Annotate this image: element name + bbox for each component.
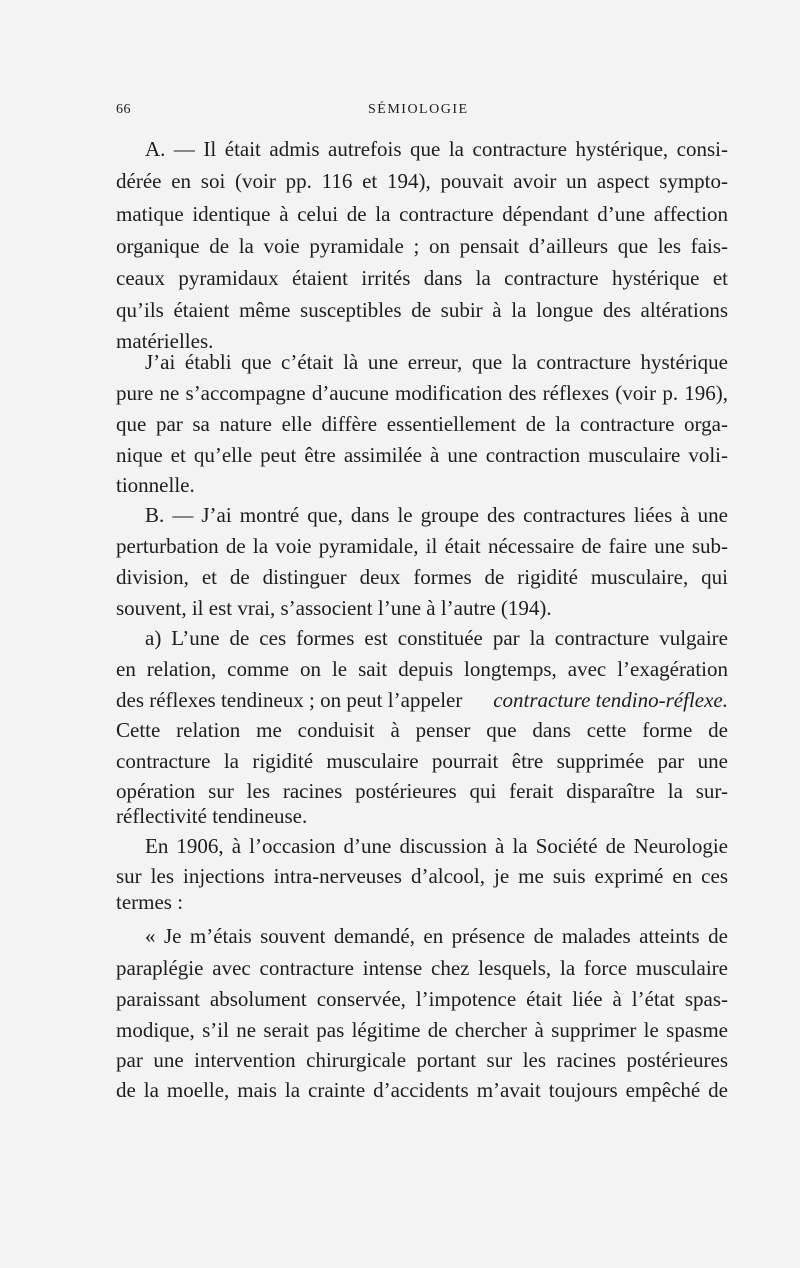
text-line: pure ne s’accompagne d’aucune modification des réflexes (voir p. 196), bbox=[116, 381, 728, 405]
text-line: que par sa nature elle diffère essentiellement de la contracture orga- bbox=[116, 412, 728, 436]
text-line: réflectivité tendineuse. bbox=[116, 804, 308, 828]
text-line: de la moelle, mais la crainte d’accidents m’avait toujours empêché de bbox=[116, 1078, 728, 1102]
text-line: « Je m’étais souvent demandé, en présence de malades atteints de bbox=[145, 924, 728, 948]
text-line: organique de la voie pyramidale ; on pensait d’ailleurs que les fais- bbox=[116, 234, 728, 258]
text-line: En 1906, à l’occasion d’une discussion à la Société de Neurologie bbox=[145, 834, 728, 858]
page-number: 66 bbox=[116, 102, 131, 117]
text-line: perturbation de la voie pyramidale, il était nécessaire de faire une sub- bbox=[116, 534, 728, 558]
text-segment: des réflexes tendineux ; on peut l’appeler bbox=[116, 688, 463, 712]
text-line: B. — J’ai montré que, dans le groupe des contractures liées à une bbox=[145, 503, 728, 527]
text-line: en relation, comme on le sait depuis longtemps, avec l’exagération bbox=[116, 657, 728, 681]
text-line: par une intervention chirurgicale portant sur les racines postérieures bbox=[116, 1048, 728, 1072]
text-line: Cette relation me conduisit à penser que dans cette forme de bbox=[116, 718, 728, 742]
italic-term: contracture tendino-réflexe. bbox=[493, 688, 728, 712]
text-line: sur les injections intra-nerveuses d’alcool, je me suis exprimé en ces bbox=[116, 864, 728, 888]
text-line: modique, s’il ne serait pas légitime de chercher à supprimer le spasme bbox=[116, 1018, 728, 1042]
text-line: paraplégie avec contracture intense chez lesquels, la force musculaire bbox=[116, 956, 728, 980]
text-line: matérielles. bbox=[116, 329, 214, 353]
text-line: matique identique à celui de la contracture dépendant d’une affection bbox=[116, 202, 728, 226]
text-line: qu’ils étaient même susceptibles de subir à la longue des altérations bbox=[116, 298, 728, 322]
text-line: opération sur les racines postérieures qui ferait disparaître la sur- bbox=[116, 779, 728, 803]
text-line: termes : bbox=[116, 890, 184, 914]
text-line: A. — Il était admis autrefois que la contracture hystérique, consi- bbox=[145, 137, 728, 161]
text-line: contracture la rigidité musculaire pourrait être supprimée par une bbox=[116, 749, 728, 773]
text-line bbox=[116, 686, 728, 715]
text-line: division, et de distinguer deux formes de rigidité musculaire, qui bbox=[116, 565, 728, 589]
text-line: a) L’une de ces formes est constituée par la contracture vulgaire bbox=[145, 626, 728, 650]
text-line: J’ai établi que c’était là une erreur, que la contracture hystérique bbox=[145, 350, 728, 374]
text-line: souvent, il est vrai, s’associent l’une à l’autre (194). bbox=[116, 596, 552, 620]
text-line: dérée en soi (voir pp. 116 et 194), pouvait avoir un aspect sympto- bbox=[116, 169, 728, 193]
running-title: SÉMIOLOGIE bbox=[368, 102, 469, 117]
text-line: paraissant absolument conservée, l’impotence était liée à l’état spas- bbox=[116, 987, 728, 1011]
text-line: nique et qu’elle peut être assimilée à une contraction musculaire voli- bbox=[116, 443, 728, 467]
text-line: ceaux pyramidaux étaient irrités dans la contracture hystérique et bbox=[116, 266, 728, 290]
text-line: tionnelle. bbox=[116, 473, 195, 497]
